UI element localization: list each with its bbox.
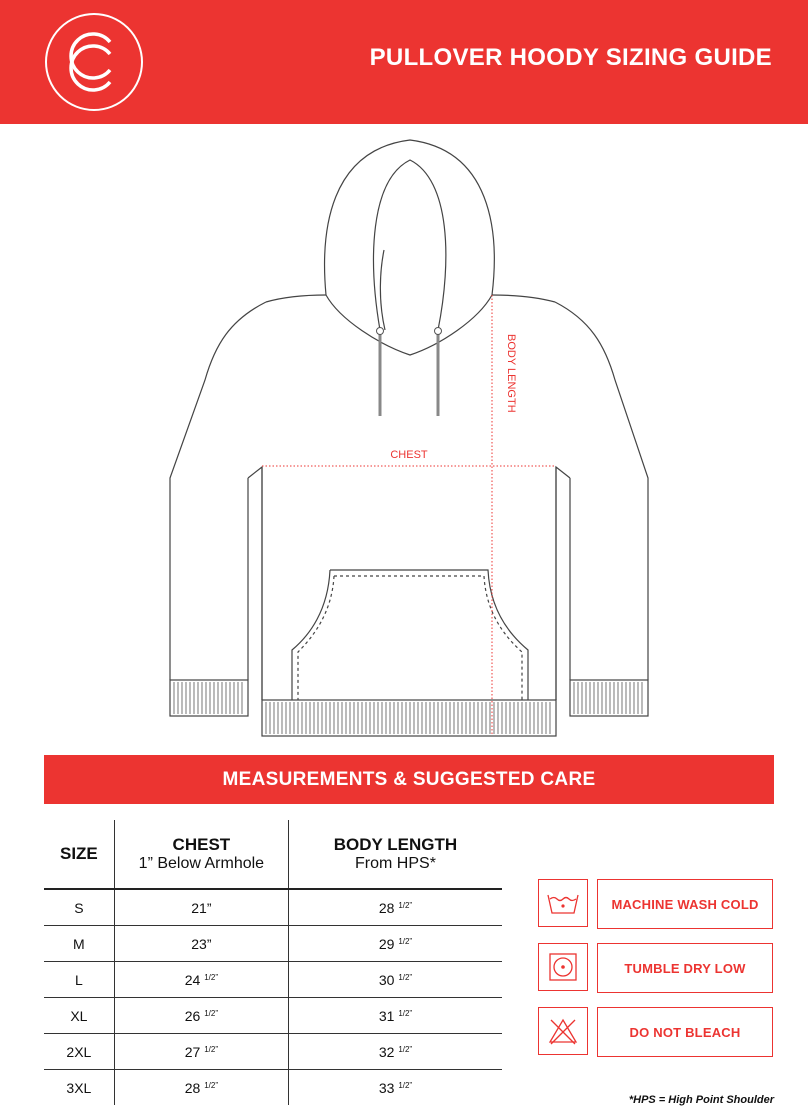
hoodie-illustration — [0, 124, 808, 754]
table-row: S 21” 28 $^{1/2”}$ — [44, 889, 502, 926]
cc-logo-icon — [44, 12, 144, 112]
table-row: M 23” 29 $^{1/2”}$ — [44, 926, 502, 962]
header-bar — [0, 0, 808, 124]
machine-wash-icon — [538, 879, 588, 927]
length-header: BODY LENGTH From HPS* — [288, 820, 502, 889]
table-row: 2XL 27 $^{1/2”}$ 32 $^{1/2”}$ — [44, 1034, 502, 1070]
care-label-wash: MACHINE WASH COLD — [597, 879, 773, 929]
table-row: L 24 $^{1/2”}$ 30 $^{1/2”}$ — [44, 962, 502, 998]
table-row: XL 26 $^{1/2”}$ 31 $^{1/2”}$ — [44, 998, 502, 1034]
chest-label: CHEST — [390, 449, 428, 461]
body-length-label: BODY LENGTH — [505, 334, 517, 413]
tumble-dry-icon — [538, 943, 588, 991]
size-table — [44, 820, 502, 1105]
no-bleach-icon — [538, 1007, 588, 1055]
chest-header: CHEST 1” Below Armhole — [114, 820, 288, 889]
care-label-dry: TUMBLE DRY LOW — [597, 943, 773, 993]
page-title: PULLOVER HOODY SIZING GUIDE — [369, 44, 772, 71]
table-row: 3XL 28 $^{1/2”}$ 33 $^{1/2”}$ — [44, 1070, 502, 1106]
care-label-bleach: DO NOT BLEACH — [597, 1007, 773, 1057]
size-header: SIZE — [44, 820, 114, 889]
hps-footnote: *HPS = High Point Shoulder — [628, 1094, 774, 1106]
drawstring-icon — [377, 328, 442, 417]
measurements-banner: MEASUREMENTS & SUGGESTED CARE — [44, 755, 774, 804]
